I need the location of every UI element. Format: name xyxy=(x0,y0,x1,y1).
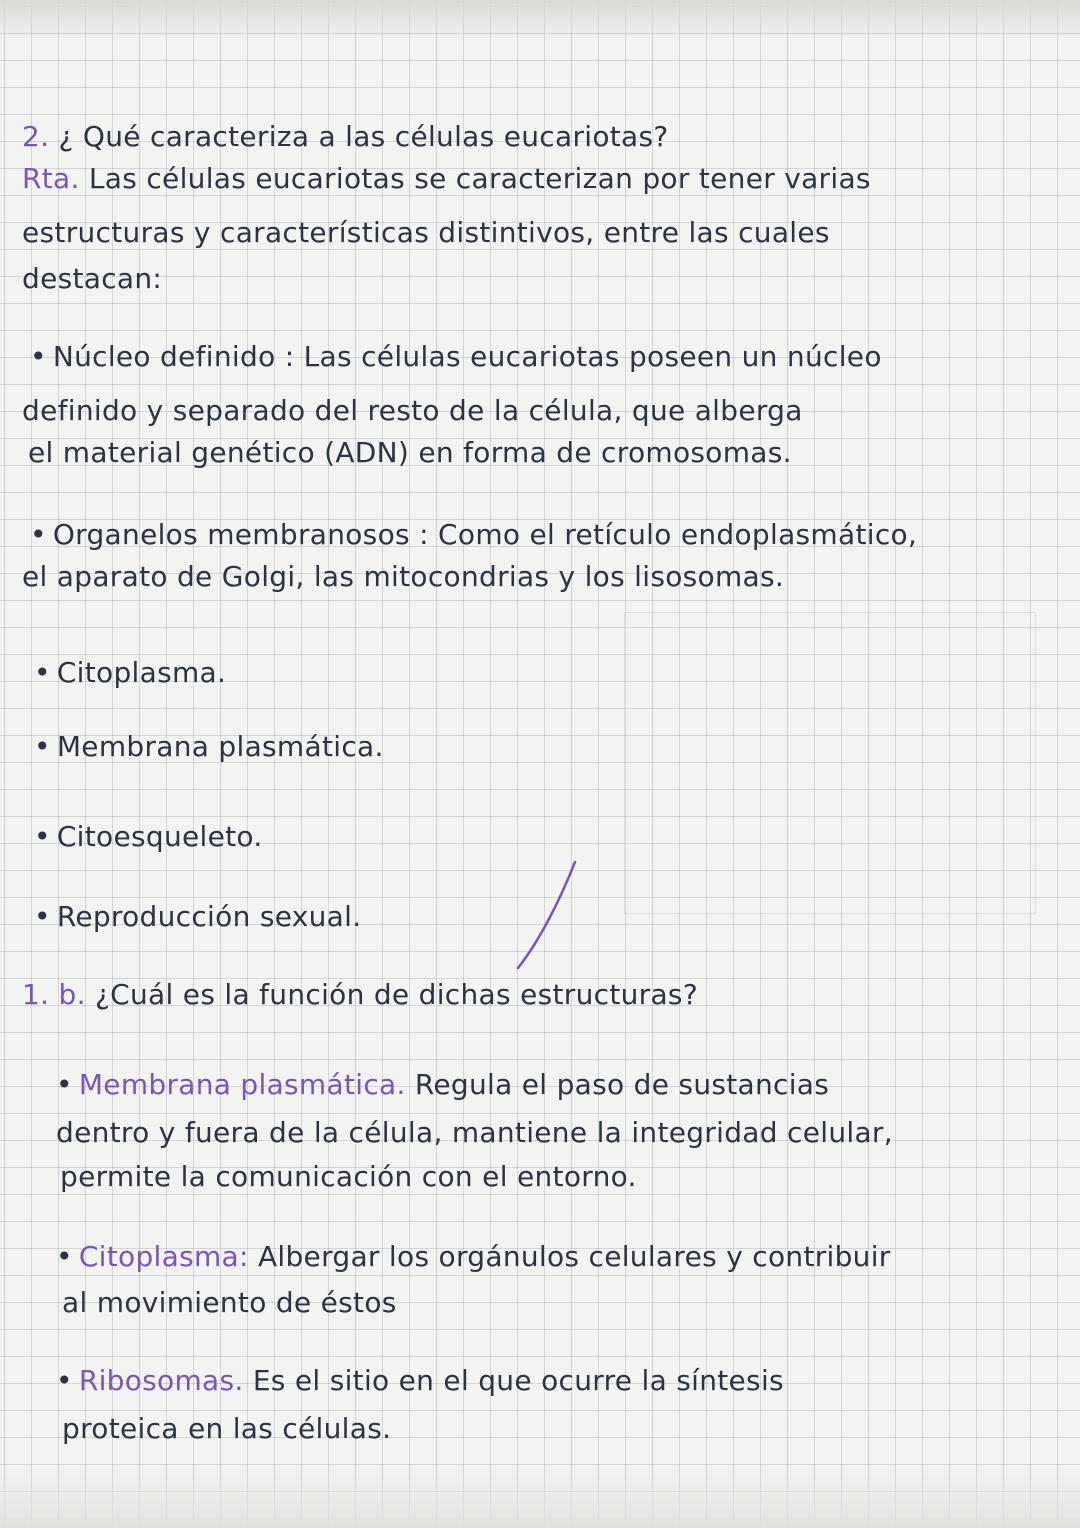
q1b-question: ¿Cuál es la función de dichas estructuras? xyxy=(95,978,698,1011)
q2-number: 2. xyxy=(22,120,50,153)
bullet-icon: • xyxy=(34,900,51,933)
list-item-organelos: • Organelos membranosos : Como el retículo endoplasmático, xyxy=(30,518,918,551)
list-item-nucleo-line-2: definido y separado del resto de la célula, que alberga xyxy=(22,394,803,427)
answer-label: Rta. xyxy=(22,162,80,195)
list-item-citoesqueleto: • Citoesqueleto. xyxy=(34,820,263,853)
q1b-number: 1. b. xyxy=(22,978,86,1011)
bullet-icon: • xyxy=(30,340,47,373)
function-item-ribosomas: • Ribosomas. Es el sitio en el que ocurre la síntesis xyxy=(56,1364,784,1397)
function-item-citoplasma: • Citoplasma: Albergar los orgánulos celulares y contribuir xyxy=(56,1240,891,1273)
list-item-reproduccion: • Reproducción sexual. xyxy=(34,900,362,933)
bullet-icon: • xyxy=(56,1240,73,1273)
bullet-icon: • xyxy=(30,518,47,551)
q2-answer-line-3: destacan: xyxy=(22,262,163,295)
list-item-nucleo: • Núcleo definido : Las células eucariotas poseen un núcleo xyxy=(30,340,882,373)
item-label: Membrana plasmática. xyxy=(78,1068,406,1101)
list-item-nucleo-line-3: el material genético (ADN) en forma de cromosomas. xyxy=(28,436,792,469)
item-label: Organelos membranosos : xyxy=(52,518,429,551)
function-item-citoplasma-line-2: al movimiento de éstos xyxy=(62,1286,397,1319)
q2-answer-line-1: Rta. Las células eucariotas se caracterizan por tener varias xyxy=(22,162,871,195)
bullet-icon: • xyxy=(56,1364,73,1397)
function-item-membrana-line-3: permite la comunicación con el entorno. xyxy=(60,1160,637,1193)
function-item-membrana: • Membrana plasmática. Regula el paso de sustancias xyxy=(56,1068,830,1101)
function-item-ribosomas-line-2: proteica en las células. xyxy=(62,1412,392,1445)
bullet-icon: • xyxy=(34,820,51,853)
list-item-organelos-line-2: el aparato de Golgi, las mitocondrias y los lisosomas. xyxy=(22,560,785,593)
q2-question: ¿ Qué caracteriza a las células eucariotas? xyxy=(58,120,669,153)
item-label: Núcleo definido : xyxy=(52,340,295,373)
q2-answer-line-2: estructuras y características distintivos, entre las cuales xyxy=(22,216,830,249)
function-item-membrana-line-2: dentro y fuera de la célula, mantiene la integridad celular, xyxy=(56,1116,893,1149)
list-item-membrana: • Membrana plasmática. xyxy=(34,730,384,763)
bullet-icon: • xyxy=(34,656,51,689)
page-shadow-bottom xyxy=(0,1468,1080,1528)
item-label: Citoplasma: xyxy=(78,1240,249,1273)
list-item-citoplasma: • Citoplasma. xyxy=(34,656,227,689)
bullet-icon: • xyxy=(34,730,51,763)
item-label: Ribosomas. xyxy=(78,1364,244,1397)
bullet-icon: • xyxy=(56,1068,73,1101)
